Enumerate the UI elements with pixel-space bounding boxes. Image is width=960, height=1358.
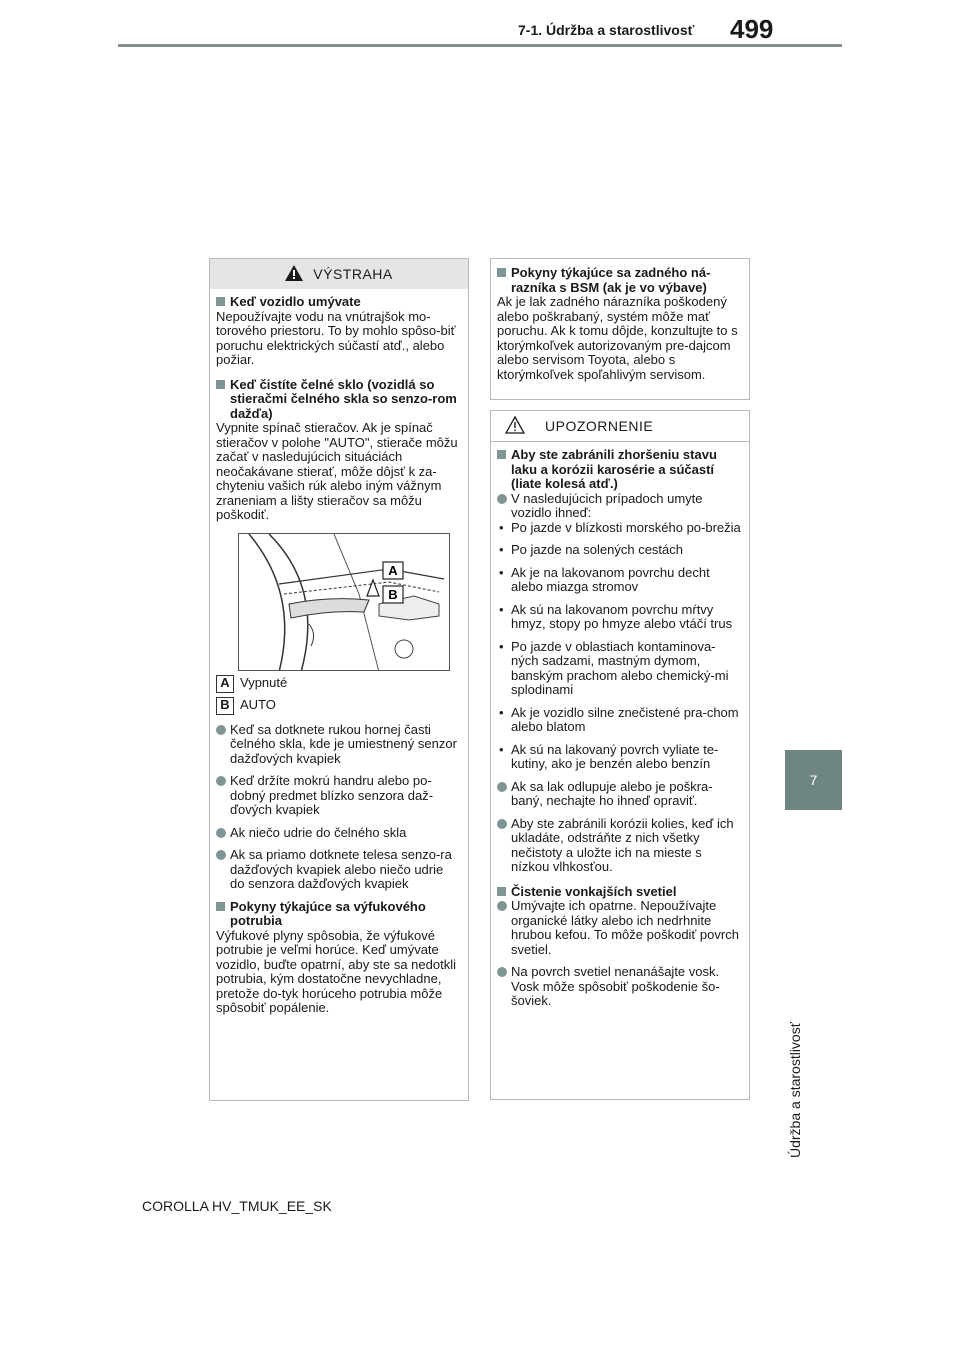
situation-item: Ak niečo udrie do čelného skla xyxy=(216,826,460,841)
notice-triangle-icon xyxy=(505,416,525,437)
notice-header xyxy=(491,411,749,441)
notice-title: UPOZORNENIE xyxy=(545,418,654,434)
exhaust-text: Výfukové plyny spôsobia, že výfukové potrubie je veľmi horúce. Keď umývate vozidlo, buďte opatrní, aby ste sa nedotkli potrubia, kým dostatočne nevychladne, pretože do-tyk horúceho potrubia môže spôsobiť popálenie. xyxy=(216,927,456,1015)
warning-box xyxy=(209,258,469,1101)
wash-case: • Ak je na lakovanom povrchu decht alebo miazga stromov xyxy=(497,566,741,595)
situation-item: Keď držíte mokrú handru alebo po-dobný predmet blízko senzora daž-ďových kvapiek xyxy=(216,774,460,818)
washing-heading: Keď vozidlo umývate xyxy=(216,295,460,310)
wash-case: • Po jazde v blízkosti morského po-brežia xyxy=(497,521,741,536)
lights-heading: Čistenie vonkajších svetiel xyxy=(497,885,741,900)
legend-auto xyxy=(216,697,460,715)
warning-title: VÝSTRAHA xyxy=(313,266,393,282)
bsm-heading: Pokyny týkajúce sa zadného ná-razníka s BSM (ak je vo výbave) xyxy=(497,266,741,295)
bsm-box xyxy=(490,258,750,400)
paint-peel-item: Ak sa lak odlupuje alebo je poškra-baný, nechajte ho ihneď opraviť. xyxy=(497,780,741,809)
wash-case: • Po jazde na solených cestách xyxy=(497,543,741,558)
wheels-item: Aby ste zabránili korózii kolies, keď ich ukladáte, odstráňte z nich všetky nečistoty a uložte ich na mieste s nízkou vlhkosťou. xyxy=(497,817,741,875)
wash-case: • Ak sú na lakovaný povrch vyliate te-kutiny, ako je benzén alebo benzín xyxy=(497,743,741,772)
wiper-switch-illustration xyxy=(239,534,450,671)
lights-care-item: Umývajte ich opatrne. Nepoužívajte organické látky alebo ich nedrhnite hrubou kefou. To môže poškodiť povrch svetiel. xyxy=(497,899,741,957)
situation-item: Keď sa dotknete rukou hornej časti čelného skla, kde je umiestnený senzor dažďových kvapiek xyxy=(216,723,460,767)
chapter-title: Údržba a starostlivosť xyxy=(787,1022,803,1158)
washing-text: Nepoužívajte vodu na vnútrajšok mo-torového priestoru. To by mohlo spôso-biť poruchu elektrických súčastí atď., alebo požiar. xyxy=(216,308,456,367)
section-title: 7-1. Údržba a starostlivosť xyxy=(518,22,695,38)
legend-off-text: Vypnuté xyxy=(240,675,288,691)
warning-triangle-icon xyxy=(285,265,303,284)
windshield-heading: Keď čistíte čelné sklo (vozidlá so stieračmi čelného skla so senzo-rom dažďa) xyxy=(216,378,460,422)
wiper-switch-figure xyxy=(238,533,450,671)
chapter-side-label xyxy=(787,818,811,1158)
page-number: 499 xyxy=(730,14,774,44)
wash-intro: V nasledujúcich prípadoch umyte vozidlo ihneď: xyxy=(497,492,741,521)
notice-box xyxy=(490,410,750,1100)
footer-model: COROLLA HV_TMUK_EE_SK xyxy=(142,1198,332,1214)
figure-label-a: A xyxy=(388,562,398,578)
bsm-text: Ak je lak zadného nárazníka poškodený alebo poškrabaný, systém môže mať poruchu. Ak k tomu dôjde, konzultujte to s ktorýmkoľvek autorizovaným pre-dajcom alebo servisom Toyota, alebo s ktorýmkoľvek spoľahlivým servisom. xyxy=(497,294,738,382)
chapter-number: 7 xyxy=(809,772,818,788)
wash-case: • Ak je vozidlo silne znečistené pra-chom alebo blatom xyxy=(497,706,741,735)
chapter-tab[interactable] xyxy=(785,750,842,810)
wash-case: • Ak sú na lakovanom povrchu mŕtvy hmyz, stopy po hmyze alebo vtáčí trus xyxy=(497,603,741,632)
legend-auto-text: AUTO xyxy=(240,697,276,713)
warning-header xyxy=(210,259,468,289)
legend-off xyxy=(216,675,460,693)
lights-wax-item: Na povrch svetiel nenanášajte vosk. Vosk môže spôsobiť poškodenie šo-šoviek. xyxy=(497,965,741,1009)
legend-key-b: B xyxy=(216,697,234,715)
figure-label-b: B xyxy=(388,586,398,602)
corrosion-heading: Aby ste zabránili zhoršeniu stavu laku a korózii karosérie a súčastí (liate kolesá atď.) xyxy=(497,448,741,492)
header-rule xyxy=(118,44,842,47)
windshield-text: Vypnite spínač stieračov. Ak je spínač stieračov v polohe "AUTO", stierače môžu začať v nasledujúcich situáciách neočakávane stierať, môže dôjsť k za-chyteniu vašich rúk alebo iným vážnym zraneniam a lišty stieračov sa môžu poškodiť. xyxy=(216,420,458,522)
situation-item: Ak sa priamo dotknete telesa senzo-ra dažďových kvapiek alebo niečo udrie do senzora dažďových kvapiek xyxy=(216,848,460,892)
legend-key-a: A xyxy=(216,675,234,693)
wash-case: • Po jazde v oblastiach kontaminova-ných sadzami, mastným dymom, banským prachom alebo chemický-mi splodinami xyxy=(497,640,741,698)
exhaust-heading: Pokyny týkajúce sa výfukového potrubia xyxy=(216,900,460,929)
